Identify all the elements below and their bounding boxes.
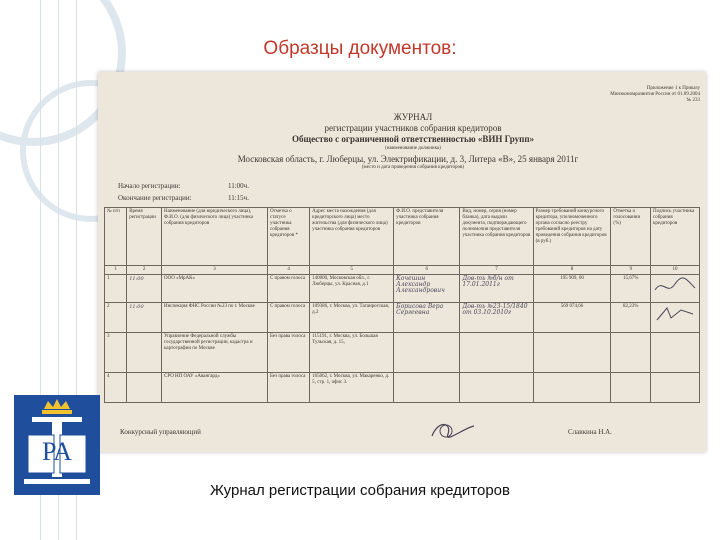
table-header-cell: Отметка о статусе участника собрания кредиторов * [267, 208, 309, 266]
table-row [105, 275, 700, 303]
row-address: 140000, Московская обл., г. Люберцы, ул. Красная, д.1 [310, 275, 394, 303]
row-time: 11:00 [127, 303, 162, 333]
table-row [105, 333, 700, 373]
row-name: ООО «МрАК» [162, 275, 268, 303]
doc-title: ЖУРНАЛ [393, 112, 433, 122]
table-row [105, 303, 700, 333]
table-header-cell: Подпись участника собрания кредиторов [651, 208, 700, 266]
row-time [127, 373, 162, 403]
table-header-cell: № п/п [105, 208, 127, 266]
reg-start-label: Начало регистрации: [118, 182, 181, 190]
reg-end-label: Окончание регистрации: [118, 194, 192, 202]
row-address: 105062, г. Москва, ул. Макаренко, д. 5, стр. 1, офис 3. [310, 373, 394, 403]
row-amount: 569 074,66 [533, 303, 611, 333]
table-header-cell: Ф.И.О. представителя участника собрания кредиторов [394, 208, 460, 266]
column-number: 3 [162, 266, 268, 275]
doc-debtor-caption: (наименование должника) [385, 146, 441, 151]
footer-name: Славкина Н.А. [568, 428, 612, 436]
row-number: 4 [105, 373, 127, 403]
column-number: 1 [105, 266, 127, 275]
signature-mark [653, 276, 697, 296]
appendix-note: Приложение 1 к Приказу Минэкономразвития России от 01.09.2004 № 233 [610, 86, 700, 103]
table-header-cell: Размер требований конкурсного кредитора, уполномоченного органа согласно реестру требований кредиторов на дату проведения собрания кредиторов (в руб.) [533, 208, 611, 266]
row-status: Без права голоса [267, 333, 309, 373]
row-representative: Борисова Вера Сергеевна [394, 303, 460, 333]
table-header-cell: Вид, номер, серия (номер бланка), дата выдачи документа, подтверждающего полномочия представителя участника собрания кредиторов [460, 208, 533, 266]
doc-place-date: Московская область, г. Люберцы, ул. Электрификации, д. 3, Литера «В», 25 января 2011г [237, 154, 579, 164]
column-number: 9 [611, 266, 651, 275]
row-percent [611, 333, 651, 373]
table-header-cell: Наименование (для юридического лица), Ф.И.О. (для физического лица) участника собрания кредиторов [162, 208, 268, 266]
row-name: Инспекция ФНС России №23 по г. Москве [162, 303, 268, 333]
doc-subtitle: регистрации участников собрания кредиторов [324, 123, 502, 133]
slide-caption: Журнал регистрации собрания кредиторов [210, 482, 510, 499]
column-number: 2 [127, 266, 162, 275]
doc-debtor: Общество с ограниченной ответственностью «ВИН Групп» [291, 134, 535, 144]
reg-end-value: 11:15ч. [228, 194, 249, 202]
row-name: Управление Федеральной службы государственной регистрации, кадастра и картографии по Москве [162, 333, 268, 373]
row-status: С правом голоса [267, 275, 309, 303]
column-number: 10 [651, 266, 700, 275]
column-number: 8 [533, 266, 611, 275]
row-representative [394, 373, 460, 403]
column-number: 5 [310, 266, 394, 275]
document-photo [98, 72, 706, 452]
row-name: СРО НП ОАУ «Авангард» [162, 373, 268, 403]
slide-title: Образцы документов: [263, 38, 457, 59]
row-amount: 195 909, 00 [533, 275, 611, 303]
row-signature [651, 275, 700, 303]
signature-mark [653, 304, 697, 324]
column-number: 7 [460, 266, 533, 275]
row-signature [651, 373, 700, 403]
footer-label: Конкурсный управляющий [120, 428, 201, 436]
row-authority-doc [460, 333, 533, 373]
row-authority-doc: Дов-ть №23-15/1840 от 03.10.2010г [460, 303, 533, 333]
row-authority-doc: Дов-ть №б/н от 17.01.2011г [460, 275, 533, 303]
table-header-cell: Адрес места нахождения (для кредиторского лица) место жительства (для физического лица) участника собрания кредиторов [310, 208, 394, 266]
row-percent: 15,67% [611, 275, 651, 303]
row-address: 109386, г. Москва, ул. Таганрогская, д.2 [310, 303, 394, 333]
academy-logo [14, 395, 100, 495]
row-status: Без права голоса [267, 373, 309, 403]
row-time: 11:00 [127, 275, 162, 303]
row-authority-doc [460, 373, 533, 403]
reg-start-value: 11:00ч. [228, 182, 249, 190]
doc-place-date-caption: (место и дата проведения собрания кредиторов) [361, 165, 465, 170]
table-header-row [105, 208, 700, 266]
row-representative: Кочешин Александр Александрович [394, 275, 460, 303]
row-percent [611, 373, 651, 403]
registration-table [104, 207, 700, 403]
table-row [105, 373, 700, 403]
row-address: 115191, г. Москва, ул. Большая Тульская, д. 15, [310, 333, 394, 373]
table-header-cell: Время регистрации [127, 208, 162, 266]
row-amount [533, 333, 611, 373]
table-header-cell: Отметка о голосовании (%) [611, 208, 651, 266]
column-number: 4 [267, 266, 309, 275]
row-time [127, 333, 162, 373]
row-signature [651, 333, 700, 373]
row-number: 3 [105, 333, 127, 373]
row-number: 2 [105, 303, 127, 333]
row-number: 1 [105, 275, 127, 303]
row-representative [394, 333, 460, 373]
manager-signature [428, 418, 478, 444]
logo-letters: РА [42, 437, 72, 466]
column-number: 6 [394, 266, 460, 275]
row-status: С правом голоса [267, 303, 309, 333]
table-number-row [105, 266, 700, 275]
row-percent: 82,23% [611, 303, 651, 333]
row-signature [651, 303, 700, 333]
row-amount [533, 373, 611, 403]
